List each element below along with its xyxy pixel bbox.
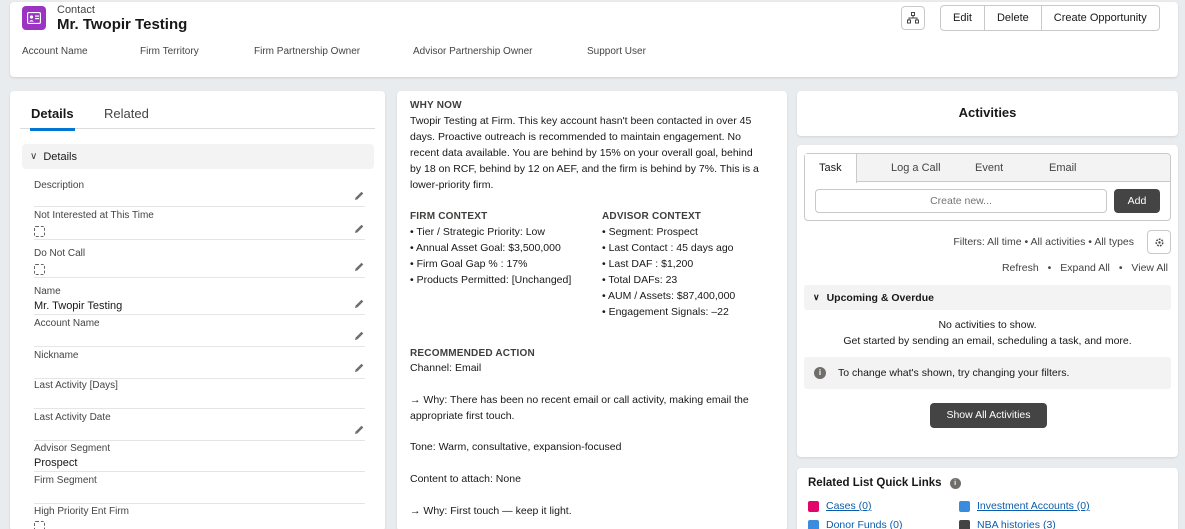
contact-icon: [22, 6, 46, 30]
separator-dot: •: [1047, 262, 1052, 274]
activities-header: [797, 91, 1178, 136]
activity-actions: [1002, 262, 1168, 274]
field-name: [34, 286, 365, 315]
investment-accounts-icon: [959, 501, 970, 512]
why-now-line: lower-priority firm.: [410, 179, 494, 191]
tab-task[interactable]: Task: [805, 154, 857, 183]
advisor-context-list: [602, 224, 735, 320]
field-label: Firm Segment: [34, 475, 97, 486]
record-title: Mr. Twopir Testing: [57, 16, 188, 33]
nba-histories-icon: [959, 520, 970, 529]
why-channel-line: appropriate first touch.: [410, 410, 515, 422]
no-activities-text: No activities to show.: [938, 319, 1037, 331]
why-now-text: [410, 113, 759, 193]
related-link-investment-accounts[interactable]: [959, 500, 1090, 512]
advisor-context-item: • AUM / Assets: $87,400,000: [602, 290, 736, 302]
delete-button[interactable]: Delete: [985, 6, 1042, 30]
activities-panel: [797, 145, 1178, 457]
section-title: Details: [43, 150, 77, 163]
why-now-line: recent data available. You are behind by 15% on your overall goal, behind: [410, 147, 753, 159]
field-label: High Priority Ent Firm: [34, 506, 130, 517]
header-field-account-name: Account Name: [22, 46, 88, 57]
chevron-down-icon: ∨: [30, 151, 38, 162]
field-do-not-call: [34, 248, 365, 278]
why-now-line: by 18 on RCF, behind by 12 on AEF, and the firm is behind by 7%. This is a: [410, 163, 759, 175]
field-firm-segment: [34, 475, 365, 504]
info-text: To change what's shown, try changing your filters.: [838, 367, 1070, 379]
high-priority-checkbox[interactable]: [34, 521, 45, 529]
gear-icon: [1154, 237, 1165, 248]
field-last-activity-days: [34, 380, 365, 409]
field-label: Do Not Call: [34, 248, 86, 259]
firm-context-item: • Firm Goal Gap % : 17%: [410, 258, 528, 270]
refresh-link[interactable]: Refresh: [1001, 262, 1039, 274]
details-panel: [10, 91, 385, 529]
why-channel-text: [410, 392, 749, 424]
cases-icon: [808, 501, 819, 512]
advisor-context-item: • Last DAF : $1,200: [602, 258, 694, 270]
pencil-icon[interactable]: [353, 190, 365, 202]
view-all-link[interactable]: View All: [1131, 262, 1168, 274]
activity-composer: [804, 153, 1171, 221]
do-not-call-checkbox[interactable]: [34, 264, 45, 275]
edit-button[interactable]: Edit: [941, 6, 985, 30]
field-description: [34, 180, 365, 207]
show-all-activities-button[interactable]: Show All Activities: [930, 403, 1047, 428]
field-label: Nickname: [34, 350, 79, 361]
field-nickname: [34, 350, 365, 379]
field-label: Account Name: [34, 318, 100, 329]
related-link-donor-funds[interactable]: [808, 519, 902, 529]
advisor-context-item: • Total DAFs: 23: [602, 274, 678, 286]
related-title: [808, 477, 961, 489]
hierarchy-icon: [907, 12, 919, 24]
chevron-down-icon: ∨: [813, 292, 820, 302]
tone-text: Tone: Warm, consultative, expansion-focused: [410, 441, 622, 453]
related-link-cases[interactable]: [808, 500, 872, 512]
filter-settings-button[interactable]: [1147, 230, 1171, 254]
related-title-text: Related List Quick Links: [808, 477, 942, 489]
why-channel-line: → Why: There has been no recent email or call activity, making email the: [410, 394, 749, 406]
donor-funds-icon: [808, 520, 819, 529]
field-label: Name: [34, 286, 61, 297]
pencil-icon[interactable]: [353, 223, 365, 235]
related-link-nba-histories[interactable]: [959, 519, 1056, 529]
field-value: Prospect: [34, 457, 78, 469]
upcoming-overdue-section[interactable]: [804, 285, 1171, 310]
get-started-text: Get started by sending an email, scheduling a task, and more.: [843, 335, 1132, 347]
hierarchy-button[interactable]: [901, 6, 925, 30]
tab-log-a-call[interactable]: Log a Call: [891, 162, 941, 174]
field-high-priority-ent-firm: [34, 506, 365, 529]
why-now-line: days. Proactive outreach is recommended to maintain engagement. No: [410, 131, 741, 143]
field-label: Last Activity [Days]: [34, 380, 118, 391]
firm-context-heading: FIRM CONTEXT: [410, 211, 488, 222]
advisor-context-item: • Engagement Signals: –22: [602, 306, 729, 318]
create-new-input[interactable]: Create new...: [815, 189, 1107, 213]
advisor-context-item: • Segment: Prospect: [602, 226, 698, 238]
header-field-advisor-partnership-owner: Advisor Partnership Owner: [413, 46, 533, 57]
channel-text: Channel: Email: [410, 362, 482, 374]
tab-related[interactable]: Related: [104, 106, 149, 121]
header-field-support-user: Support User: [587, 46, 646, 57]
field-label: Description: [34, 180, 85, 191]
expand-all-link[interactable]: Expand All: [1060, 262, 1110, 274]
pencil-icon[interactable]: [353, 298, 365, 310]
firm-context-item: • Annual Asset Goal: $3,500,000: [410, 242, 561, 254]
related-link-label: NBA histories (3): [977, 519, 1056, 529]
related-link-label: Cases (0): [826, 500, 872, 512]
firm-context-item: • Products Permitted: [Unchanged]: [410, 274, 572, 286]
recommendation-panel: [397, 91, 787, 529]
why-now-heading: WHY NOW: [410, 100, 462, 111]
field-last-activity-date: [34, 412, 365, 441]
pencil-icon[interactable]: [353, 424, 365, 436]
advisor-context-heading: ADVISOR CONTEXT: [602, 211, 702, 222]
header-field-firm-partnership-owner: Firm Partnership Owner: [254, 46, 361, 57]
field-value: Mr. Twopir Testing: [34, 300, 123, 312]
info-icon: i: [814, 367, 826, 379]
why-touch-text: → Why: First touch — keep it light.: [410, 505, 572, 517]
related-list-quick-links: [797, 468, 1178, 529]
not-interested-checkbox[interactable]: [34, 226, 45, 237]
add-button[interactable]: Add: [1114, 189, 1160, 213]
recommended-action-heading: RECOMMENDED ACTION: [410, 348, 535, 359]
activities-title: Activities: [958, 105, 1017, 120]
details-tabs: [20, 103, 375, 129]
advisor-context-item: • Last Contact : 45 days ago: [602, 242, 734, 254]
filter-info-bar: [804, 357, 1171, 389]
object-type-label: Contact: [57, 4, 95, 16]
pencil-icon[interactable]: [353, 330, 365, 342]
activity-tabs: [805, 154, 1170, 182]
header-field-firm-territory: Firm Territory: [140, 46, 199, 57]
firm-context-list: [410, 224, 571, 288]
field-account-name: [34, 318, 365, 347]
related-link-label: Investment Accounts (0): [977, 500, 1090, 512]
field-not-interested: [34, 210, 365, 240]
content-text: Content to attach: None: [410, 473, 521, 485]
tab-event[interactable]: Event: [975, 162, 1004, 174]
upcoming-label: Upcoming & Overdue: [826, 291, 934, 304]
record-actions: [940, 5, 1160, 31]
details-section-header[interactable]: [22, 144, 374, 169]
field-label: Advisor Segment: [34, 443, 111, 454]
field-label: Last Activity Date: [34, 412, 111, 423]
info-icon[interactable]: i: [950, 478, 961, 489]
separator-dot: •: [1118, 262, 1123, 274]
pencil-icon[interactable]: [353, 261, 365, 273]
pencil-icon[interactable]: [353, 362, 365, 374]
field-label: Not Interested at This Time: [34, 210, 154, 221]
create-opportunity-button[interactable]: Create Opportunity: [1053, 12, 1147, 24]
tab-email[interactable]: Email: [1049, 162, 1077, 174]
record-header: [10, 2, 1178, 77]
field-advisor-segment: [34, 443, 365, 472]
firm-context-item: • Tier / Strategic Priority: Low: [410, 226, 545, 238]
tab-details[interactable]: Details: [31, 106, 74, 121]
filters-text[interactable]: Filters: All time • All activities • All types: [953, 236, 1134, 248]
related-link-label: Donor Funds (0): [826, 519, 903, 529]
why-now-line: Twopir Testing at Firm. This key account hasn't been contacted in over 45: [410, 115, 752, 127]
